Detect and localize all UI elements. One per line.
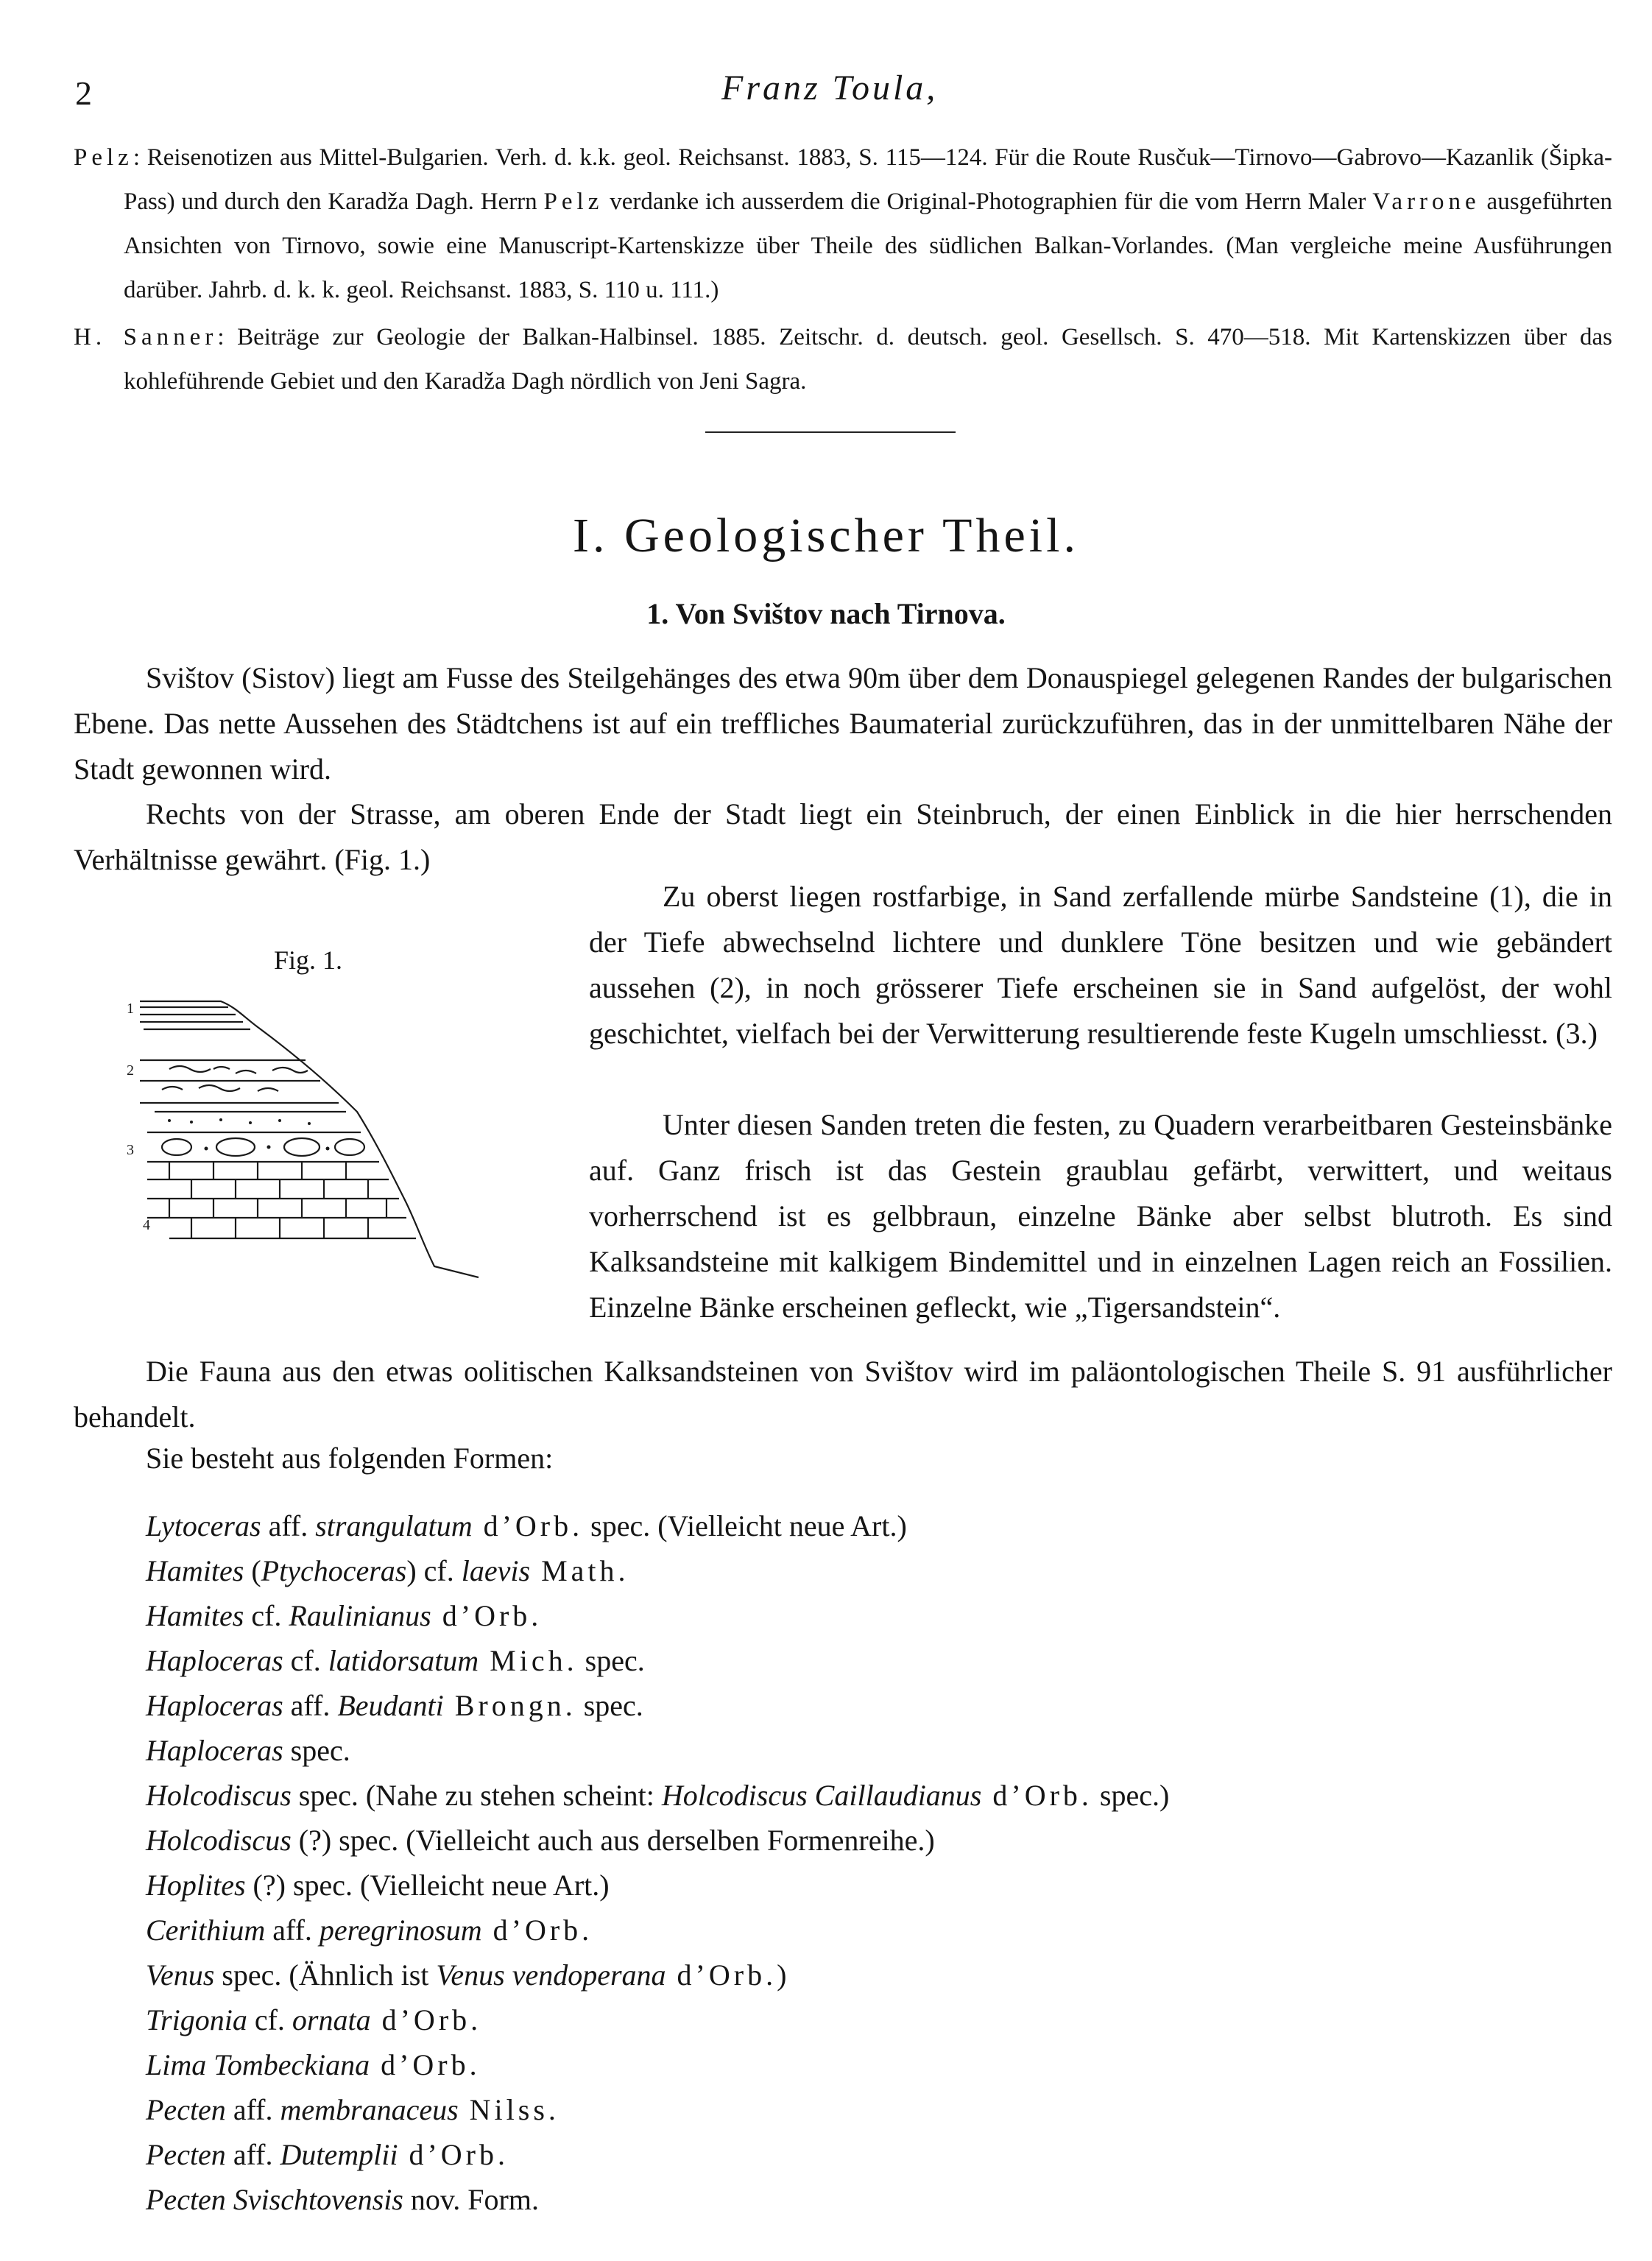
paragraph-3: Zu oberst liegen rostfarbige, in Sand zerfallende mürbe Sandsteine (1), die in der Tiefe abwechselnd lichtere und dunklere Töne besitzen und wie gebändert aussehen (2), in noch grösserer Tiefe erscheinen sie in Sand aufgelöst, der wohl geschichtet, vielfach bei der Verwitterung resultierende feste Kugeln umschliesst. (3.) — [589, 880, 1612, 1050]
fauna-list — [146, 1503, 1545, 2222]
list-item: Hoplites (?) spec. (Vielleicht neue Art.) — [146, 1869, 610, 1902]
page-number: 2 — [75, 74, 92, 112]
paragraph-2: Rechts von der Strasse, am oberen Ende der Stadt liegt ein Steinbruch, der einen Einblick in die hier herrschenden Verhältnisse gewährt. (Fig. 1.) — [74, 797, 1612, 876]
running-title: Franz Toula, — [721, 68, 939, 107]
figure-1-section-diagram — [125, 987, 537, 1296]
list-item: Haploceras spec. — [146, 1734, 350, 1767]
paragraph-6: Sie besteht aus folgenden Formen: — [146, 1442, 554, 1475]
references — [74, 135, 1612, 406]
list-item: Hamites (Ptychoceras) cf. laevis Math. — [146, 1554, 629, 1587]
list-item: Lytoceras aff. strangulatum d’Orb. spec. (Vielleicht neue Art.) — [146, 1509, 907, 1542]
paragraph-1: Svištov (Sistov) liegt am Fusse des Steilgehänges des etwa 90m über dem Donauspiegel gelegenen Randes der bulgarischen Ebene. Das nette Aussehen des Städtchens ist auf ein treffliches Baumaterial zurückzuführen, das in der unmittelbaren Nähe der Stadt gewonnen wird. — [74, 661, 1612, 786]
list-item: Hamites cf. Raulinianus d’Orb. — [146, 1599, 543, 1632]
section-title: I. Geologischer Theil. — [573, 509, 1079, 562]
layer-label-3: 3 — [127, 1142, 134, 1158]
list-item: Haploceras cf. latidorsatum Mich. spec. — [146, 1644, 645, 1677]
layer-label-1: 1 — [127, 1001, 134, 1017]
layer-label-4: 4 — [143, 1217, 150, 1233]
reference-author: Pelz — [74, 144, 133, 171]
subsection-title: 1. Von Svištov nach Tirnova. — [646, 597, 1006, 630]
list-item: Pecten aff. Dutemplii d’Orb. — [146, 2138, 509, 2171]
list-item: Venus spec. (Ähnlich ist Venus vendoperana d’Orb.) — [146, 1958, 787, 1992]
list-item: Pecten Svischtovensis nov. Form. — [146, 2183, 539, 2216]
reference-sanner: H. Sanner: Beiträge zur Geologie der Balkan-Halbinsel. 1885. Zeitschr. d. deutsch. geol. Gesellsch. S. 470—518. Mit Kartenskizzen über das kohleführende Gebiet und den Karadža Dagh nördlich von Jeni Sagra. — [74, 324, 1612, 395]
list-item: Holcodiscus (?) spec. (Vielleicht auch aus derselben Formenreihe.) — [146, 1824, 935, 1857]
paragraph-4: Unter diesen Sanden treten die festen, zu Quadern verarbeitbaren Gesteinsbänke auf. Ganz frisch ist das Gestein graublau gefärbt, verwittert, und weitaus vorherrschend ist es gelbbraun, einzelne Bänke aber selbst blutroth. Es sind Kalksandsteine mit kalkigem Bindemittel und in einzelnen Lagen reich an Fossilien. Einzelne Bänke erscheinen gefleckt, wie „Tigersandstein“. — [589, 1108, 1612, 1324]
list-item: Holcodiscus spec. (Nahe zu stehen scheint: Holcodiscus Caillaudianus d’Orb. spec.) — [146, 1779, 1170, 1812]
list-item: Lima Tombeckiana d’Orb. — [146, 2048, 481, 2081]
figure-caption: Fig. 1. — [274, 945, 343, 975]
paragraph-5: Die Fauna aus den etwas oolitischen Kalksandsteinen von Svištov wird im paläontologischen Theile S. 91 ausführlicher behandelt. — [74, 1355, 1612, 1433]
list-item: Haploceras aff. Beudanti Brongn. spec. — [146, 1689, 643, 1722]
list-item: Pecten aff. membranaceus Nilss. — [146, 2093, 560, 2126]
list-item: Cerithium aff. peregrinosum d’Orb. — [146, 1913, 593, 1947]
section-divider — [705, 431, 956, 433]
list-item: Trigonia cf. ornata d’Orb. — [146, 2003, 482, 2036]
reference-author: H. Sanner — [74, 324, 218, 350]
reference-pelz: Pelz: Reisenotizen aus Mittel-Bulgarien. Verh. d. k.k. geol. Reichsanst. 1883, S. 115—124. Für die Route Rusčuk—Tirnovo—Gabrovo—Kazanlik (Šipka-Pass) und durch den Karadža Dagh. Herrn Pelz verdanke ich ausserdem die Original-Photographien für die vom Herrn Maler Varrone ausgeführten Ansichten von Tirnovo, sowie eine Manuscript-Kartenskizze über Theile des südlichen Balkan-Vorlandes. (Man vergleiche meine Ausführungen darüber. Jahrb. d. k. k. geol. Reichsanst. 1883, S. 110 u. 111.) — [74, 144, 1612, 303]
layer-label-2: 2 — [127, 1062, 134, 1079]
